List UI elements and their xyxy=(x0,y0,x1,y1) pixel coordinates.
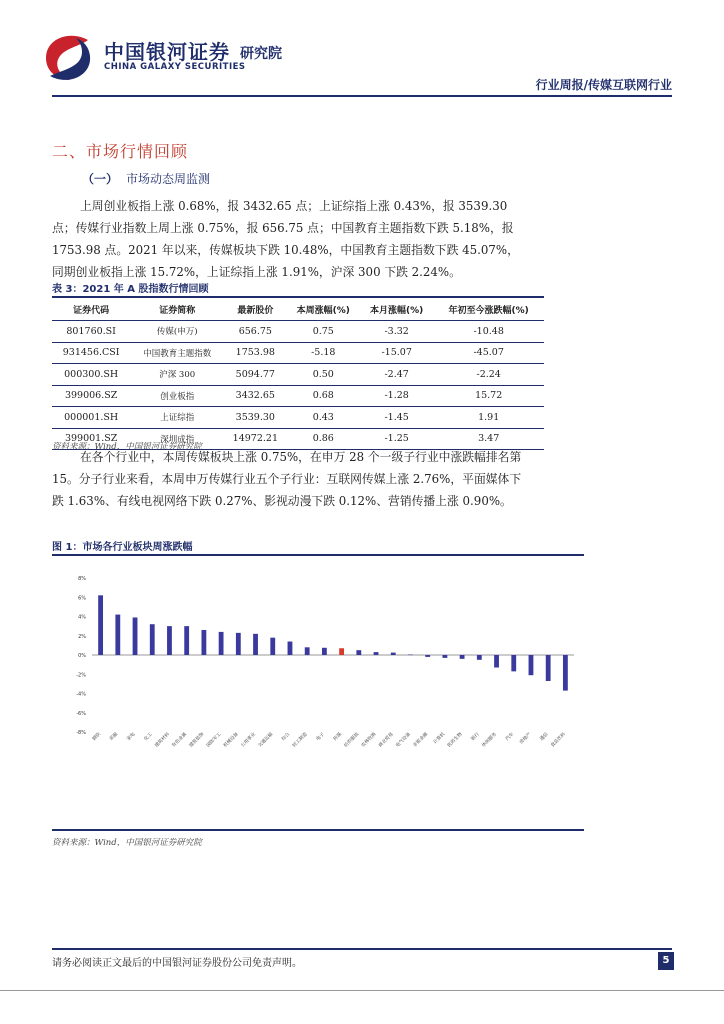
col-header: 证券代码 xyxy=(52,297,130,321)
x-tick-label: 国防军工 xyxy=(205,732,223,749)
col-header: 证券简称 xyxy=(130,297,224,321)
x-tick-label: 传媒 xyxy=(332,732,344,743)
x-tick-label: 通信 xyxy=(539,732,550,743)
cell-ytd: 15.72 xyxy=(433,385,544,407)
y-tick-label: 8% xyxy=(78,576,86,582)
col-header: 本月涨幅(%) xyxy=(360,297,433,321)
bar-19 xyxy=(425,655,430,657)
cell-price: 656.75 xyxy=(224,321,287,343)
cell-month: -1.25 xyxy=(360,428,433,450)
figure-caption: 图 1：市场各行业板块周涨跌幅 xyxy=(52,542,193,553)
bar-18 xyxy=(408,655,413,656)
x-tick-label: 综合 xyxy=(281,732,292,743)
cell-ytd: -45.07 xyxy=(433,342,544,364)
bar-14 xyxy=(339,648,344,655)
y-tick-label: 4% xyxy=(78,614,86,621)
bar-1 xyxy=(115,615,120,655)
cell-name: 上证综指 xyxy=(130,407,224,429)
cell-ytd: -2.24 xyxy=(433,364,544,386)
bar-20 xyxy=(442,655,447,658)
cell-code: 399006.SZ xyxy=(52,385,130,407)
x-tick-label: 轻工制造 xyxy=(292,732,309,749)
x-tick-label: 公用事业 xyxy=(240,732,257,749)
x-tick-label: 纺织服装 xyxy=(343,732,361,749)
bar-7 xyxy=(219,632,224,655)
bar-9 xyxy=(253,634,258,655)
x-tick-label: 化工 xyxy=(143,732,154,743)
y-tick-label: -4% xyxy=(76,691,86,698)
bar-15 xyxy=(356,650,361,655)
cell-price: 14972.21 xyxy=(224,428,287,450)
index-table xyxy=(52,296,544,450)
bar-17 xyxy=(391,653,396,655)
cell-code: 399001.SZ xyxy=(52,428,130,450)
cell-week: 0.43 xyxy=(287,407,360,429)
subsection-label: 市场动态周监测 xyxy=(126,172,211,186)
bar-16 xyxy=(374,652,379,655)
table-row xyxy=(52,407,544,429)
bar-10 xyxy=(270,638,275,655)
footer-divider xyxy=(52,948,672,950)
x-tick-label: 食品饮料 xyxy=(550,732,567,749)
company-name-en: CHINA GALAXY SECURITIES xyxy=(104,62,246,72)
institute-label: 研究院 xyxy=(240,46,282,62)
bar-0 xyxy=(98,595,103,655)
table-row xyxy=(52,385,544,407)
x-tick-label: 房地产 xyxy=(519,732,533,746)
report-type: 行业周报/传媒互联网行业 xyxy=(535,78,672,92)
x-tick-label: 商业贸易 xyxy=(378,732,395,749)
x-tick-label: 休闲服务 xyxy=(481,732,498,749)
x-tick-label: 建筑装饰 xyxy=(188,732,206,749)
cell-code: 931456.CSI xyxy=(52,342,130,364)
bar-6 xyxy=(201,630,206,655)
cell-code: 000300.SH xyxy=(52,364,130,386)
cell-month: -2.47 xyxy=(360,364,433,386)
page-number: 5 xyxy=(658,952,674,970)
table-row xyxy=(52,321,544,343)
table-source: 资料来源：Wind，中国银河证券研究院 xyxy=(52,442,202,452)
cell-price: 3539.30 xyxy=(224,407,287,429)
page-bottom-rule xyxy=(0,990,724,991)
bar-12 xyxy=(305,647,310,655)
bar-5 xyxy=(184,626,189,655)
y-tick-label: -2% xyxy=(76,672,86,679)
cell-month: -3.32 xyxy=(360,321,433,343)
industry-bar-chart xyxy=(52,560,584,825)
cell-week: 0.86 xyxy=(287,428,360,450)
bar-2 xyxy=(133,617,138,655)
x-tick-label: 农林牧渔 xyxy=(360,732,378,749)
industry-paragraph: 在各个行业中，本周传媒板块上涨 0.75%，在申万 28 个一级子行业中涨跌幅排名第 15。分子行业来看，本周申万传媒行业五个子行业：互联网传媒上涨 2.76%，平面媒体下跌 1.63%、有线电视网络下跌 0.27%、影视动漫下跌 0.12%、营销传播上涨 0.90%。 xyxy=(52,450,522,508)
x-tick-label: 银行 xyxy=(470,732,481,743)
cell-code: 000001.SH xyxy=(52,407,130,429)
y-tick-label: 6% xyxy=(78,595,86,602)
disclaimer-text: 请务必阅读正文最后的中国银河证券股份公司免责声明。 xyxy=(52,958,302,969)
table-caption: 表 3：2021 年 A 股指数行情回顾 xyxy=(52,284,209,295)
table-header-row xyxy=(52,297,544,321)
cell-ytd: -10.48 xyxy=(433,321,544,343)
figure-bottom-rule xyxy=(52,829,584,831)
bar-13 xyxy=(322,648,327,655)
y-tick-label: 2% xyxy=(78,633,86,640)
bar-4 xyxy=(167,626,172,655)
cell-name: 深圳成指 xyxy=(130,428,224,450)
company-logo-icon xyxy=(40,30,96,86)
y-tick-label: -8% xyxy=(76,730,86,736)
table-row xyxy=(52,342,544,364)
cell-name: 中国教育主题指数 xyxy=(130,342,224,364)
x-tick-label: 钢铁 xyxy=(91,732,103,743)
table-row xyxy=(52,364,544,386)
cell-price: 3432.65 xyxy=(224,385,287,407)
x-tick-label: 机械设备 xyxy=(223,732,240,749)
cell-week: 0.68 xyxy=(287,385,360,407)
bar-23 xyxy=(494,655,499,668)
col-header: 年初至今涨跌幅(%) xyxy=(433,297,544,321)
cell-month: -1.28 xyxy=(360,385,433,407)
header-divider xyxy=(52,95,672,97)
bar-21 xyxy=(460,655,465,659)
x-tick-label: 计算机 xyxy=(433,732,447,746)
figure-top-rule xyxy=(52,554,584,556)
x-tick-label: 建筑材料 xyxy=(154,732,171,749)
market-summary-paragraph: 上周创业板指上涨 0.68%，报 3432.65 点；上证综指上涨 0.43%，报 3539.30 点；传媒行业指数上周上涨 0.75%，报 656.75 点；中国教育主题指数下跌 5.18%，报 1753.98 点。2021 年以来，传媒板块下跌 10.48%，中国教育主题指数下跌 45.07%，同期创业板指上涨 15.72%，上证综指上涨 1.91%，沪深 300 下跌 2.24%。 xyxy=(52,199,519,279)
x-tick-label: 电子 xyxy=(315,732,326,743)
cell-week: 0.75 xyxy=(287,321,360,343)
y-tick-label: 0% xyxy=(78,653,86,659)
col-header: 本周涨幅(%) xyxy=(287,297,360,321)
bar-11 xyxy=(288,642,293,655)
cell-month: -15.07 xyxy=(360,342,433,364)
cell-name: 传媒(申万) xyxy=(130,321,224,343)
x-tick-label: 家电 xyxy=(126,732,137,743)
cell-week: 0.50 xyxy=(287,364,360,386)
subsection-title xyxy=(82,170,210,187)
cell-ytd: 1.91 xyxy=(433,407,544,429)
col-header: 最新股价 xyxy=(224,297,287,321)
x-tick-label: 有色金属 xyxy=(171,732,189,749)
bar-3 xyxy=(150,624,155,655)
cell-name: 沪深 300 xyxy=(130,364,224,386)
cell-price: 1753.98 xyxy=(224,342,287,364)
cell-code: 801760.SI xyxy=(52,321,130,343)
cell-name: 创业板指 xyxy=(130,385,224,407)
figure-source: 资料来源：Wind，中国银河证券研究院 xyxy=(52,838,202,848)
y-tick-label: -6% xyxy=(76,710,86,717)
x-tick-label: 交通运输 xyxy=(257,732,275,749)
bar-24 xyxy=(511,655,516,671)
cell-price: 5094.77 xyxy=(224,364,287,386)
x-tick-label: 非银金融 xyxy=(412,732,430,749)
company-name-cn: 中国银河证券 xyxy=(104,40,230,64)
x-tick-label: 医药生物 xyxy=(446,732,464,749)
section-title: 二、市场行情回顾 xyxy=(52,142,189,161)
x-tick-label: 电气设备 xyxy=(395,732,412,749)
subsection-number: （一） xyxy=(82,172,119,186)
bar-26 xyxy=(546,655,551,681)
bar-8 xyxy=(236,633,241,655)
cell-ytd: 3.47 xyxy=(433,428,544,450)
x-tick-label: 汽车 xyxy=(505,732,516,743)
cell-week: -5.18 xyxy=(287,342,360,364)
bar-22 xyxy=(477,655,482,660)
x-tick-label: 采掘 xyxy=(109,732,120,743)
cell-month: -1.45 xyxy=(360,407,433,429)
bar-25 xyxy=(529,655,534,675)
bar-27 xyxy=(563,655,568,691)
